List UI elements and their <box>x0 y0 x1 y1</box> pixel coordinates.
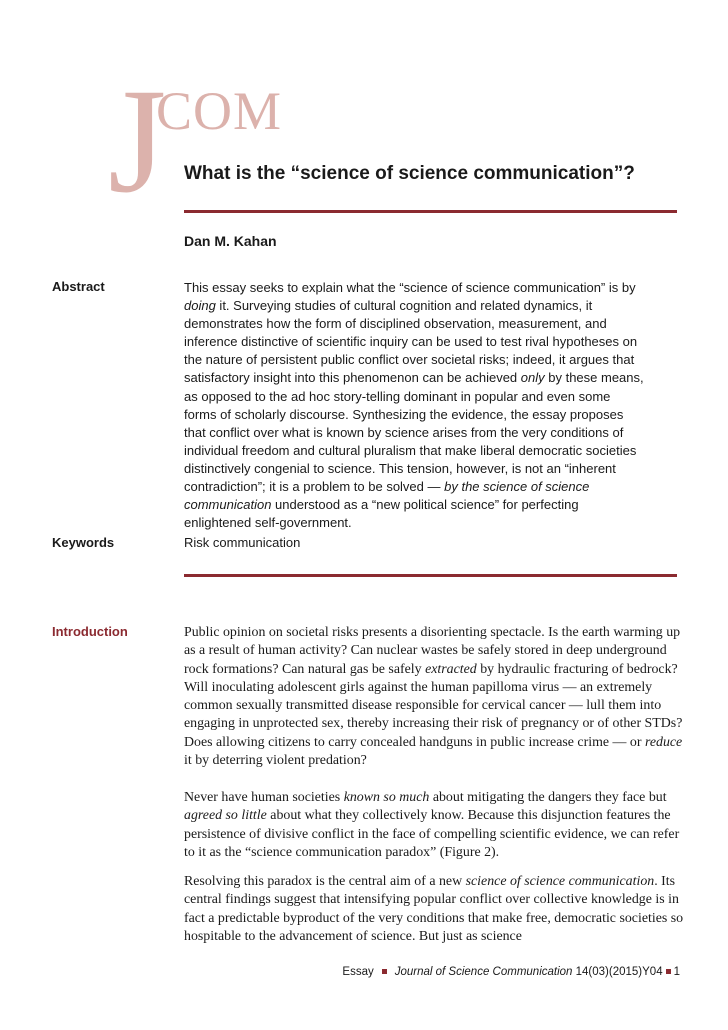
intro-paragraph-3: Resolving this paradox is the central aim of a new science of science communication. Its central findings suggest that intensifying popular conflict over collective knowledge is in fact a predictable byproduct of the very conditions that make free, democratic societies so hospitable to the advancement of science. But just as science <box>184 874 684 944</box>
article-title: What is the “science of science communication”? <box>184 163 635 184</box>
journal-logo <box>100 58 320 232</box>
page-footer <box>342 966 680 978</box>
header-divider <box>184 574 677 577</box>
keywords-label: Keywords <box>52 535 115 550</box>
author-name: Dan M. Kahan <box>184 233 277 249</box>
abstract-text: This essay seeks to explain what the “science of science communication” is by doing it. Surveying studies of cultural cognition and related dynamics, it demonstrates how the form of disciplined observation, measurement, and inference distinctive of scientific inquiry can be used to test rival hypotheses on the nature of persistent public conflict over societal risks; indeed, it argues that satisfactory insight into this phenomenon can be achieved only by these means, as opposed to the ad hoc story-telling dominant in popular and even some forms of scholarly discourse. Synthesizing the evidence, the essay proposes that conflict over what is known by science arises from the very conditions of individual freedom and cultural pluralism that make liberal democratic societies distinctively congenial to science. This tension, however, is not an “inherent contradiction”; it is a problem to be solved — by the science of science communication understood as a “new political science” for perfecting enlightened self-government. <box>184 280 644 531</box>
title-divider <box>184 210 677 213</box>
footer-journal-name: Journal of Science Communication <box>394 966 573 978</box>
intro-paragraph-1: Public opinion on societal risks presents a disorienting spectacle. Is the earth warming up as a result of human activity? Can nuclear wastes be safely stored in deep underground rock formations? Can natural gas be safely extracted by hydraulic fracturing of bedrock? Will inoculating adolescent girls against the human papilloma virus — an extremely common sexually transmitted disease responsible for cervical cancer — lull them into engaging in unprotected sex, thereby increasing their risk of pregnancy or of other STDs? Does allowing citizens to carry concealed handguns in public increase crime — or reduce it by deterring violent predation? <box>184 625 683 769</box>
footer-separator-square <box>382 969 387 974</box>
keywords-value: Risk communication <box>184 535 301 550</box>
footer-page-number: 1 <box>673 966 680 978</box>
footer-article-type: Essay <box>342 966 374 978</box>
abstract-label: Abstract <box>52 279 105 294</box>
footer-citation: 14(03)(2015)Y04 <box>575 966 663 978</box>
intro-paragraph-2: Never have human societies known so much about mitigating the dangers they face but agreed so little about what they collectively know. Because this disjunction features the persistence of divisive conflict in the face of compelling scientific evidence, we can refer to it as the “science communication paradox” (Figure 2). <box>184 790 680 860</box>
footer-separator-square <box>666 969 671 974</box>
logo-letters-com: COM <box>156 81 283 141</box>
logo-letter-j: J <box>108 58 167 224</box>
section-heading-introduction: Introduction <box>52 624 128 639</box>
